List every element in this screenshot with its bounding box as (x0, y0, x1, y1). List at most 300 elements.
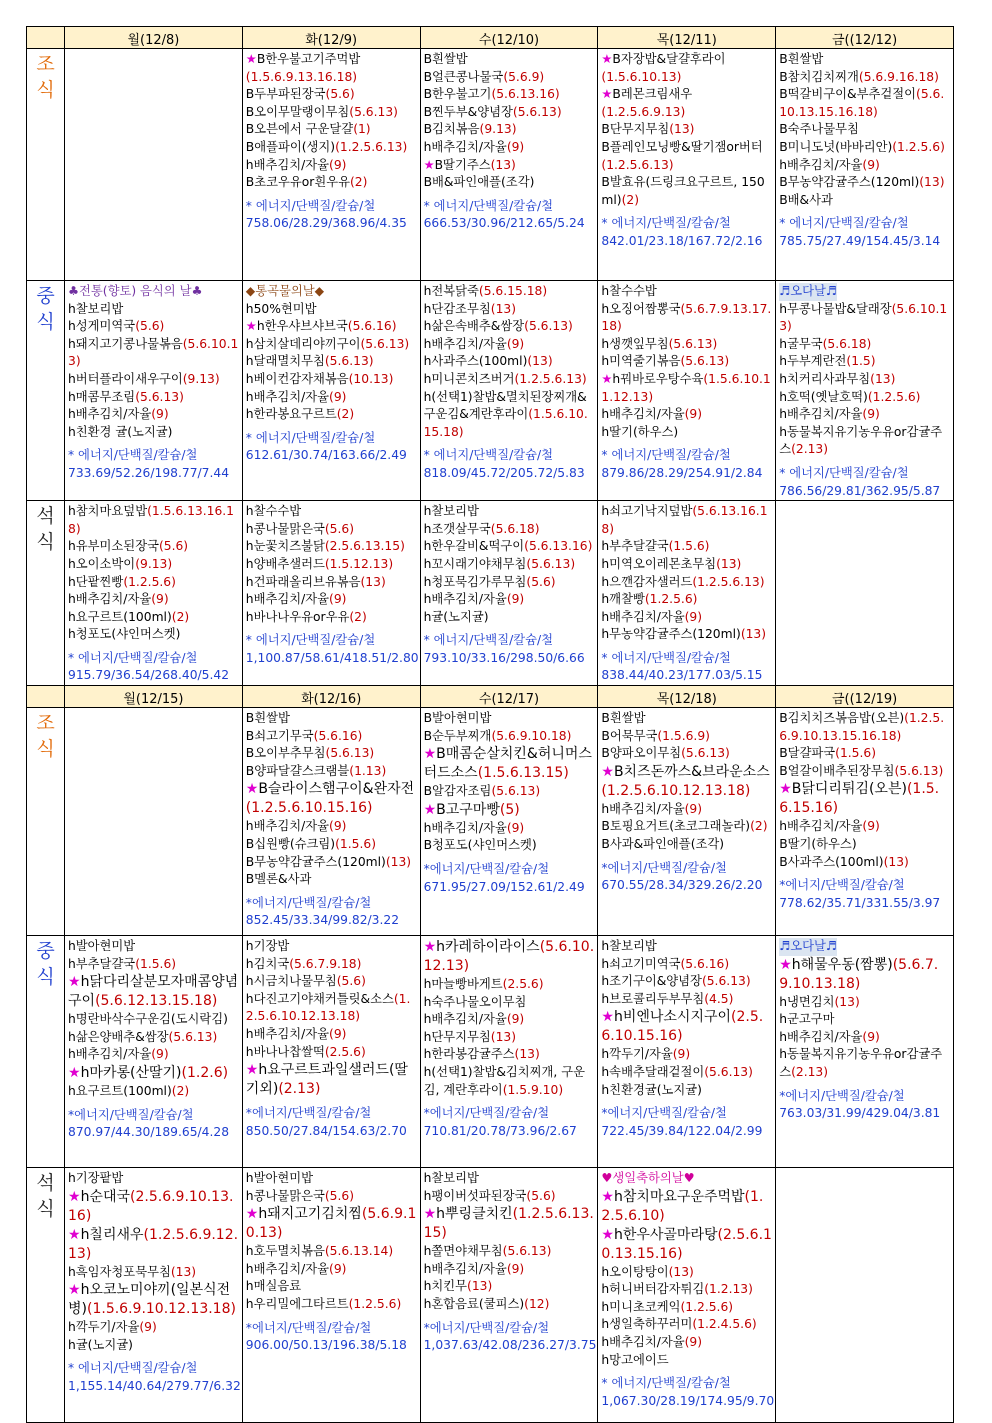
dish-name: h깍두기/자율 (601, 1047, 673, 1062)
allergen-codes: (2.5.6) (324, 1044, 366, 1059)
dish-name: h조갯살무국 (423, 521, 491, 536)
dish-name: h배추김치/자율 (423, 1261, 507, 1276)
menu-item (246, 353, 417, 371)
menu-item (68, 973, 239, 1011)
menu-item (601, 121, 772, 139)
dish-name: B흰쌀밥 (779, 52, 824, 66)
nutrition-info (246, 1105, 417, 1140)
dish-name: h닭다리살분모자매콤양념구이 (68, 974, 239, 1010)
allergen-codes: (5.6.10.12.13) (423, 939, 595, 975)
nutrition-values: 818.09/45.72/205.72/5.83 (423, 465, 585, 480)
allergen-codes: (5.6.13) (324, 354, 374, 369)
allergen-codes: (1.2.5.6.10.15.16) (245, 800, 373, 817)
dish-name: h으깬감자샐러드 (601, 574, 693, 589)
nutrition-info (601, 447, 772, 482)
allergen-codes: (5.6) (324, 1188, 355, 1203)
dish-name: h사과주스(100ml) (423, 354, 528, 369)
allergen-codes: (9) (684, 801, 703, 816)
week2-day-header: 화(12/16) (242, 686, 420, 708)
menu-item (601, 836, 772, 854)
dish-name: h배추김치/자율 (601, 407, 685, 422)
allergen-codes: (5.6.13) (524, 319, 573, 334)
allergen-codes: (5.6.16) (313, 728, 363, 743)
dish-name: h흑임자청포묵무침 (68, 1264, 171, 1279)
allergen-codes: (9) (672, 1047, 691, 1062)
school-meal-menu-table (26, 26, 954, 1423)
menu-item (68, 938, 239, 956)
menu-item (601, 626, 772, 644)
dish-name: h군고구마 (779, 1012, 835, 1027)
menu-item (68, 1083, 239, 1101)
allergen-codes: (5.6.13) (325, 746, 375, 761)
dish-name: h마늘빵바게트 (423, 977, 503, 992)
allergen-codes: (1.2.5.6.9.12.13) (68, 1226, 239, 1262)
menu-item (779, 956, 950, 994)
dinner-menu-cell (65, 501, 243, 686)
dish-name: h배추김치/자율 (779, 819, 863, 834)
menu-item (68, 1046, 239, 1064)
week2-day-header: 수(12/17) (420, 686, 598, 708)
allergen-codes: (5.6.13) (349, 104, 398, 119)
menu-item (424, 1205, 595, 1243)
allergen-codes: (2.5.6.9.10.13.16) (68, 1188, 234, 1224)
lunch-menu-cell (598, 281, 776, 501)
week1-day-header-row (27, 27, 954, 49)
menu-item (424, 1064, 595, 1099)
dish-name: h배추김치/자율 (423, 820, 507, 835)
dish-name: h한라봉요구르트 (245, 407, 337, 422)
nutrition-header: * 에너지/단백질/칼슘/철 (245, 633, 376, 648)
nutrition-values: 793.10/33.16/298.50/6.66 (423, 650, 585, 665)
dish-name: B자장밥&달걀후라이 (612, 52, 726, 66)
nutrition-info (779, 215, 950, 250)
allergen-codes: (2) (621, 192, 640, 207)
lunch-label (27, 281, 65, 501)
allergen-codes: (1.5.6) (335, 837, 376, 852)
dish-name: h삶은속배추&쌈장 (423, 319, 525, 334)
dish-name: h요구르트과일샐러드(딸기외) (245, 1062, 408, 1098)
menu-item (68, 1011, 239, 1029)
menu-item (68, 1319, 239, 1337)
dinner-menu-cell (65, 1168, 243, 1423)
menu-item (246, 938, 417, 956)
allergen-codes: (1.2.5.6) (680, 1299, 734, 1314)
nutrition-values: 1,100.87/58.61/418.51/2.80 (245, 650, 419, 665)
menu-item (246, 51, 417, 69)
dish-name: h한우사골마라탕 (613, 1226, 718, 1243)
allergen-codes: (9) (506, 336, 525, 351)
dish-name: B무농약감귤주스(120ml) (779, 175, 920, 190)
nutrition-values: 915.79/36.54/268.40/5.42 (68, 668, 230, 683)
nutrition-info (424, 198, 595, 233)
star-icon: ★ (601, 52, 613, 66)
allergen-codes: (13) (834, 994, 860, 1009)
dish-name: h배추김치/자율 (423, 1012, 507, 1027)
nutrition-info (424, 861, 595, 896)
dish-name: B찐두부&양념장 (423, 104, 513, 119)
menu-item (779, 371, 950, 389)
dish-name: B발아현미밥 (423, 711, 492, 726)
dish-name: h찰수수밥 (601, 284, 657, 298)
menu-item (601, 956, 772, 974)
lunch-menu-cell (65, 281, 243, 501)
menu-item (246, 836, 417, 854)
dinner-menu-cell (776, 501, 954, 686)
dish-name: h우리밀에그타르트 (245, 1297, 349, 1312)
menu-item (68, 956, 239, 974)
allergen-codes: (2) (750, 819, 768, 834)
menu-item (424, 728, 595, 746)
allergen-codes: (9) (862, 819, 880, 834)
menu-item (246, 1205, 417, 1243)
menu-item (246, 69, 417, 87)
dish-name: h시금치나물무침 (245, 974, 337, 989)
menu-item (246, 406, 417, 424)
allergen-codes: (5.6.9.10.13) (245, 1206, 417, 1242)
week2-breakfast-row (27, 708, 954, 936)
menu-item (601, 1008, 772, 1046)
allergen-codes: (1.2.5.6.13) (692, 574, 765, 589)
dish-name: h청포도(샤인머스켓) (68, 627, 181, 642)
menu-item (68, 424, 239, 442)
allergen-codes: (1.5.6.13.15) (477, 765, 569, 782)
nutrition-values: 879.86/28.29/254.91/2.84 (601, 465, 763, 480)
dish-name: h단무지무침 (423, 1029, 491, 1044)
menu-item (601, 556, 772, 574)
menu-item (779, 818, 950, 836)
menu-item (601, 371, 772, 406)
allergen-codes: (1.2.5.6.13) (601, 157, 674, 172)
nutrition-header: * 에너지/단백질/칼슘/철 (68, 448, 198, 463)
menu-item (68, 556, 239, 574)
dish-name: h딸기(하우스) (601, 424, 679, 439)
nutrition-info (424, 632, 595, 667)
allergen-codes: (13) (716, 556, 742, 571)
menu-item (68, 626, 239, 644)
menu-item (68, 1337, 239, 1355)
menu-item (246, 1044, 417, 1062)
dish-name: h배추김치/자율 (68, 592, 152, 607)
allergen-codes: (5.6.13) (680, 354, 730, 369)
theme-day-label: ♣전통(향토) 음식의 날♣ (68, 284, 203, 298)
menu-item (246, 710, 417, 728)
dinner-menu-cell (776, 1168, 954, 1423)
menu-item (68, 406, 239, 424)
breakfast-menu-cell (420, 708, 598, 936)
lunch-menu-cell (776, 936, 954, 1168)
allergen-codes: (9) (506, 1261, 525, 1276)
allergen-codes: (1.2.5.6) (123, 574, 176, 589)
nutrition-header: * 에너지/단백질/칼슘/철 (68, 1361, 198, 1376)
week1-lunch-row (27, 281, 954, 501)
allergen-codes: (1.5.6) (835, 746, 877, 761)
menu-item (601, 991, 772, 1009)
dish-name: h버터플라이새우구이 (68, 371, 183, 386)
nutrition-info (246, 895, 417, 930)
dish-name: h뿌링클치킨 (436, 1206, 513, 1223)
allergen-codes: (1.5.6.15.16) (779, 781, 940, 817)
menu-item (779, 389, 950, 407)
nutrition-info (601, 1105, 772, 1140)
dish-name: B흰쌀밥 (601, 711, 646, 726)
star-icon: ★ (601, 763, 614, 780)
dish-name: h미역줄기볶음 (601, 354, 681, 369)
dish-name: B딸기(하우스) (779, 837, 857, 852)
menu-item (424, 301, 595, 319)
menu-item (779, 1011, 950, 1029)
menu-item (601, 818, 772, 836)
dish-name: h쫄면야채무침 (423, 1244, 503, 1259)
allergen-codes: (13) (514, 1047, 540, 1062)
dish-name: h성게미역국 (68, 319, 136, 334)
menu-item (779, 157, 950, 175)
dish-name: B십원빵(슈크림) (245, 837, 336, 852)
allergen-codes: (9) (684, 1335, 703, 1350)
menu-item (601, 301, 772, 336)
breakfast-label (27, 49, 65, 281)
menu-item (246, 991, 417, 1026)
nutrition-header: *에너지/단백질/칼슘/철 (779, 1088, 905, 1103)
dish-name: B알감자조림 (423, 784, 492, 799)
breakfast-menu-cell (776, 708, 954, 936)
allergen-codes: (5.6.13) (668, 336, 718, 351)
dish-name: h콩나물맑은국 (245, 521, 325, 536)
menu-item (779, 1029, 950, 1047)
allergen-codes: (5.6) (526, 1188, 556, 1203)
allergen-codes: (5.6.16) (680, 956, 730, 971)
menu-item (246, 871, 417, 889)
menu-item (601, 1352, 772, 1370)
dish-name: h오징어짬뽕국 (601, 301, 681, 316)
menu-item (246, 371, 417, 389)
dish-name: B사과&파인애플(조각) (601, 837, 725, 852)
week2-day-header: 목(12/18) (598, 686, 776, 708)
nutrition-header: *에너지/단백질/칼슘/철 (423, 862, 550, 877)
nutrition-info (68, 650, 239, 685)
dish-name: h찰수수밥 (245, 504, 302, 519)
meal-label-char: 조 (36, 712, 55, 735)
menu-item (246, 104, 417, 122)
theme-day-label: ♥생일축하의날♥ (601, 1171, 695, 1186)
menu-item (246, 318, 417, 336)
lunch-menu-cell (776, 281, 954, 501)
nutrition-header: * 에너지/단백질/칼슘/철 (601, 216, 731, 231)
dish-name: h팽이버섯파된장국 (423, 1188, 527, 1203)
dish-name: h치킨무 (423, 1279, 468, 1294)
dish-name: h한라봉감귤주스 (423, 1047, 515, 1062)
corner-cell (27, 27, 65, 49)
allergen-codes: (1.2.13) (704, 1282, 753, 1297)
allergen-codes: (1.2.5.6.13) (335, 139, 408, 154)
menu-item (68, 1264, 239, 1282)
menu-item (424, 174, 595, 192)
menu-item (601, 353, 772, 371)
menu-item (601, 574, 772, 592)
menu-item (246, 728, 417, 746)
allergen-codes: (5.6.18) (490, 521, 540, 536)
dish-name: B청포도(샤인머스켓) (423, 838, 537, 853)
allergen-codes: (5.6.10.13) (68, 336, 239, 369)
nutrition-values: 850.50/27.84/154.63/2.70 (245, 1123, 407, 1138)
dish-name: h(선택1)찰밥&멸치된장찌개&구운김&계란후라이 (423, 389, 587, 422)
allergen-codes: (13) (490, 1029, 517, 1044)
menu-item (779, 336, 950, 354)
dish-name: h귤(노지귤) (68, 1337, 133, 1352)
menu-item (779, 121, 950, 139)
dish-name: h배추김치/자율 (245, 819, 330, 834)
menu-item (779, 86, 950, 121)
allergen-codes: (9) (862, 407, 880, 422)
dish-name: B김치볶음 (423, 122, 480, 137)
nutrition-values: 612.61/30.74/163.66/2.49 (245, 448, 407, 463)
nutrition-header: * 에너지/단백질/칼슘/철 (779, 216, 909, 231)
menu-item (424, 121, 595, 139)
allergen-codes: (9) (506, 820, 525, 835)
dish-name: B한우불고기주먹밥 (256, 52, 361, 66)
allergen-codes: (5.6.13) (135, 389, 184, 404)
menu-item (68, 1064, 239, 1083)
dish-name: h오이탕탕이 (601, 1264, 669, 1279)
menu-item (601, 938, 772, 956)
dish-name: h부추달걀국 (68, 956, 136, 971)
dish-name: h두부계란전 (779, 354, 847, 369)
nutrition-info (246, 632, 417, 667)
dish-name: h매실음료 (245, 1279, 302, 1294)
menu-item (424, 591, 595, 609)
menu-item (424, 976, 595, 994)
dish-name: h양배추샐러드 (245, 556, 325, 571)
dish-name: h호두멸치볶음 (245, 1244, 325, 1259)
dish-name: h김치국 (245, 956, 290, 971)
dish-name: B플레인모닝빵&딸기잼or버터 (601, 139, 763, 154)
menu-item (246, 139, 417, 157)
dish-name: h참치마요덮밥 (68, 504, 148, 519)
menu-item (424, 336, 595, 354)
nutrition-header: *에너지/단백질/칼슘/철 (423, 1320, 550, 1335)
menu-item (424, 503, 595, 521)
dish-name: h건파래올리브유볶음 (245, 574, 361, 589)
dish-name: h배추김치/자율 (245, 1261, 330, 1276)
week2-lunch-row (27, 936, 954, 1168)
dish-name: B고구마빵 (436, 801, 500, 818)
allergen-codes: (5.6.7.9.18) (289, 956, 362, 971)
allergen-codes: (5.6.7.9.13.17.18) (601, 301, 772, 334)
menu-item (601, 174, 772, 209)
menu-item (424, 86, 595, 104)
menu-item (601, 763, 772, 801)
nutrition-header: * 에너지/단백질/칼슘/철 (601, 448, 731, 463)
week1-day-header: 금((12/12) (776, 27, 954, 49)
allergen-codes: (5.6.9.16.18) (858, 69, 939, 84)
menu-item (246, 1296, 417, 1314)
nutrition-info (424, 447, 595, 482)
dish-name: B한우불고기 (423, 87, 492, 102)
dish-name: B초코우유or흰우유 (245, 175, 350, 190)
nutrition-values: 786.56/29.81/362.95/5.87 (779, 483, 941, 498)
menu-item (246, 956, 417, 974)
dish-name: h카레하이라이스 (436, 939, 540, 956)
allergen-codes: (5.6.13) (491, 784, 541, 799)
star-icon: ★ (68, 1226, 81, 1243)
allergen-codes: (1.2.6) (181, 1065, 229, 1082)
nutrition-values: 733.69/52.26/198.77/7.44 (68, 465, 230, 480)
dish-name: B애플파이(생지) (245, 139, 336, 154)
menu-item (779, 854, 950, 872)
nutrition-values: 778.62/35.71/331.55/3.97 (779, 895, 941, 910)
nutrition-info (601, 1375, 775, 1410)
dish-name: h청포묵김가루무침 (423, 574, 527, 589)
allergen-codes: (9) (506, 139, 525, 154)
menu-item (424, 157, 595, 175)
lunch-menu-cell (65, 936, 243, 1168)
menu-item (424, 1011, 595, 1029)
dinner-label (27, 501, 65, 686)
meal-label-char: 석 (36, 1172, 55, 1195)
star-icon: ★ (601, 1226, 614, 1243)
star-icon: ★ (779, 781, 792, 798)
nutrition-header: *에너지/단백질/칼슘/철 (245, 1320, 372, 1335)
menu-item (779, 745, 950, 763)
dish-name: h브로콜리두부무침 (601, 991, 705, 1006)
allergen-codes: (1.5.6.10.13) (601, 69, 682, 84)
allergen-codes: (5.6.15.18) (478, 284, 548, 298)
dish-name: B참치김치찌개 (779, 69, 859, 84)
allergen-codes: (5.6.13.16.18) (601, 504, 768, 536)
allergen-codes: (9) (506, 592, 525, 607)
dish-name: h한우샤브샤브국 (256, 319, 348, 334)
menu-item (601, 283, 772, 301)
menu-item (601, 728, 772, 746)
dish-name: h달래멸치무침 (245, 354, 325, 369)
menu-item (68, 389, 239, 407)
allergen-codes: (2) (336, 407, 355, 422)
allergen-codes: (9) (862, 157, 880, 172)
menu-item (424, 371, 595, 389)
allergen-codes: (2.13) (278, 1081, 321, 1098)
dish-name: h배추김치/자율 (601, 801, 685, 816)
menu-item (424, 139, 595, 157)
star-icon: ★ (68, 974, 81, 991)
nutrition-info (424, 1105, 595, 1140)
menu-item (68, 609, 239, 627)
allergen-codes: (5.6.13) (704, 1065, 753, 1080)
dish-name: B숙주나물무침 (779, 122, 859, 137)
allergen-codes: (13) (527, 354, 553, 369)
allergen-codes: (5.6.16) (347, 319, 397, 334)
allergen-codes: (13) (490, 157, 516, 172)
dish-name: B토핑요거트(초코그래놀라) (601, 819, 751, 834)
star-icon: ★ (68, 1065, 81, 1082)
nutrition-values: 906.00/50.13/196.38/5.18 (245, 1338, 407, 1353)
menu-item (779, 406, 950, 424)
meal-label-char: 석 (36, 505, 55, 528)
dish-name: h혼합음료(쿨피스) (423, 1297, 525, 1312)
menu-item (779, 836, 950, 854)
menu-item (246, 1061, 417, 1099)
menu-item (68, 503, 239, 538)
menu-item (779, 780, 950, 818)
dish-name: B슬라이스햄구이&완자전 (258, 781, 415, 798)
dish-name: h호떡(옛날호떡) (779, 389, 868, 404)
star-icon: ★ (68, 1188, 81, 1205)
week1-day-header: 월(12/8) (65, 27, 243, 49)
breakfast-menu-cell (776, 49, 954, 281)
menu-item (779, 710, 950, 745)
dish-name: B배&파인애플(조각) (423, 175, 535, 190)
menu-item (601, 1064, 772, 1082)
theme-day-row (601, 1170, 772, 1188)
dish-name: h(선택1)찰밥&김치찌개, 구운김, 계란후라이 (423, 1065, 586, 1097)
